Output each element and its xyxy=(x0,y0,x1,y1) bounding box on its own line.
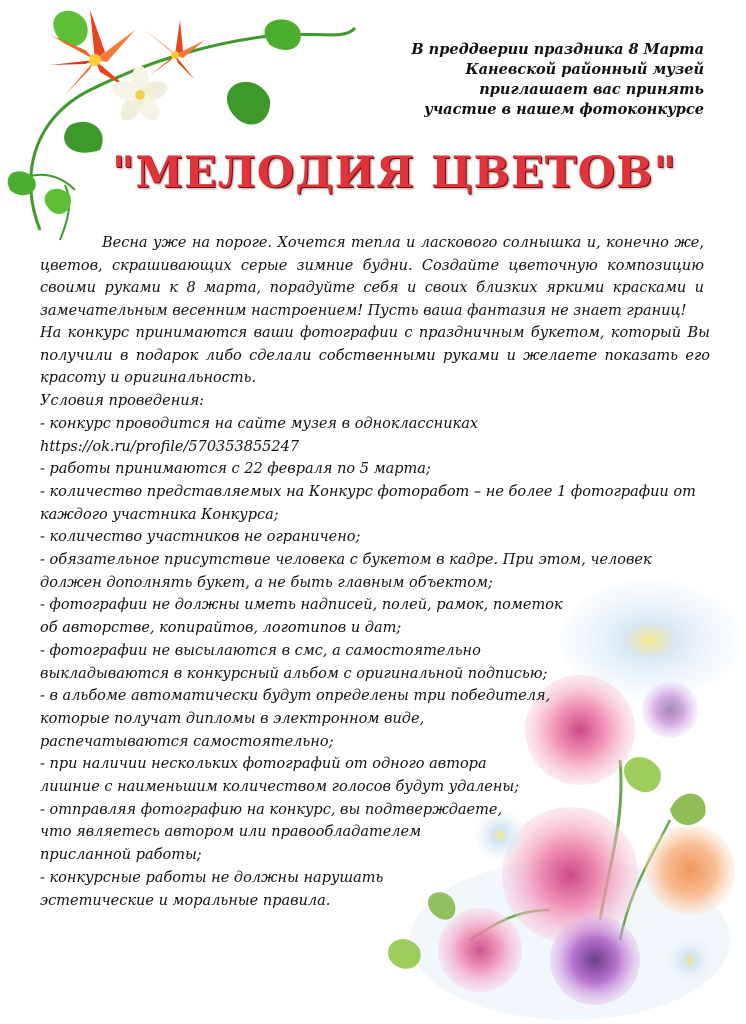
condition-line: должен дополнять букет, а не быть главным объектом; xyxy=(40,574,493,591)
invitation-line: В преддверии праздника 8 Марта xyxy=(411,41,704,58)
condition-line: распечатываются самостоятельно; xyxy=(40,733,334,750)
invitation-line: Каневской районный музей xyxy=(465,61,704,78)
invitation-line: участие в нашем фотоконкурсе xyxy=(424,101,704,118)
condition-line: присланной работы; xyxy=(40,847,202,864)
condition-line: - конкурс проводится на сайте музея в одноклассниках xyxy=(40,415,479,432)
invitation-text xyxy=(374,40,704,120)
contest-title: "МЕЛОДИЯ ЦВЕТОВ" xyxy=(112,148,677,198)
condition-line: - конкурсные работы не должны нарушать xyxy=(40,869,384,886)
condition-line: выкладываются в конкурсный альбом с оригинальной подписью; xyxy=(40,665,548,682)
contest-description: На конкурс принимаются ваши фотографии с праздничным букетом, который Вы получили в подарок либо сделали собственными руками и желаете показать его красоту и оригинальность. xyxy=(40,325,710,387)
condition-line: об авторстве, копирайтов, логотипов и дат; xyxy=(40,620,402,637)
condition-line: - количество участников не ограничено; xyxy=(40,529,361,546)
museum-profile-link: https://ok.ru/profile/570353855247 xyxy=(40,438,300,455)
lily-flowers-illustration xyxy=(0,0,380,260)
intro-paragraph: Весна уже на пороге. Хочется тепла и ласкового солнышка и, конечно же, цветов, скрашивающих серые зимние будни. Создайте цветочную композицию своими руками к 8 марта, порадуйте себя и своих близких яркими красками и замечательным весенним настроением! Пусть ваша фантазия не знает границ! xyxy=(40,235,704,319)
condition-line: - фотографии не должны иметь надписей, полей, рамок, пометок xyxy=(40,597,563,614)
condition-line: - в альбоме автоматически будут определены три победителя, xyxy=(40,688,551,705)
condition-line: - количество представляемых на Конкурс фоторабот – не более 1 фотографии от xyxy=(40,483,696,500)
condition-line: эстетические и моральные правила. xyxy=(40,892,331,909)
condition-line: которые получат дипломы в электронном виде, xyxy=(40,710,425,727)
condition-line: - обязательное присутствие человека с букетом в кадре. При этом, человек xyxy=(40,552,652,569)
condition-line: - фотографии не высылаются в смс, а самостоятельно xyxy=(40,642,481,659)
condition-line: - при наличии нескольких фотографий от одного автора xyxy=(40,756,487,773)
condition-line: - работы принимаются с 22 февраля по 5 марта; xyxy=(40,461,431,478)
conditions-block xyxy=(40,322,710,912)
condition-line: лишние с наименьшим количеством голосов будут удалены; xyxy=(40,779,520,796)
conditions-heading: Условия проведения: xyxy=(40,393,205,410)
condition-line: что являетесь автором или правообладателем xyxy=(40,824,422,841)
condition-line: каждого участника Конкурса; xyxy=(40,506,279,523)
invitation-line: приглашает вас принять xyxy=(479,81,704,98)
condition-line: - отправляя фотографию на конкурс, вы подтверждаете, xyxy=(40,801,503,818)
